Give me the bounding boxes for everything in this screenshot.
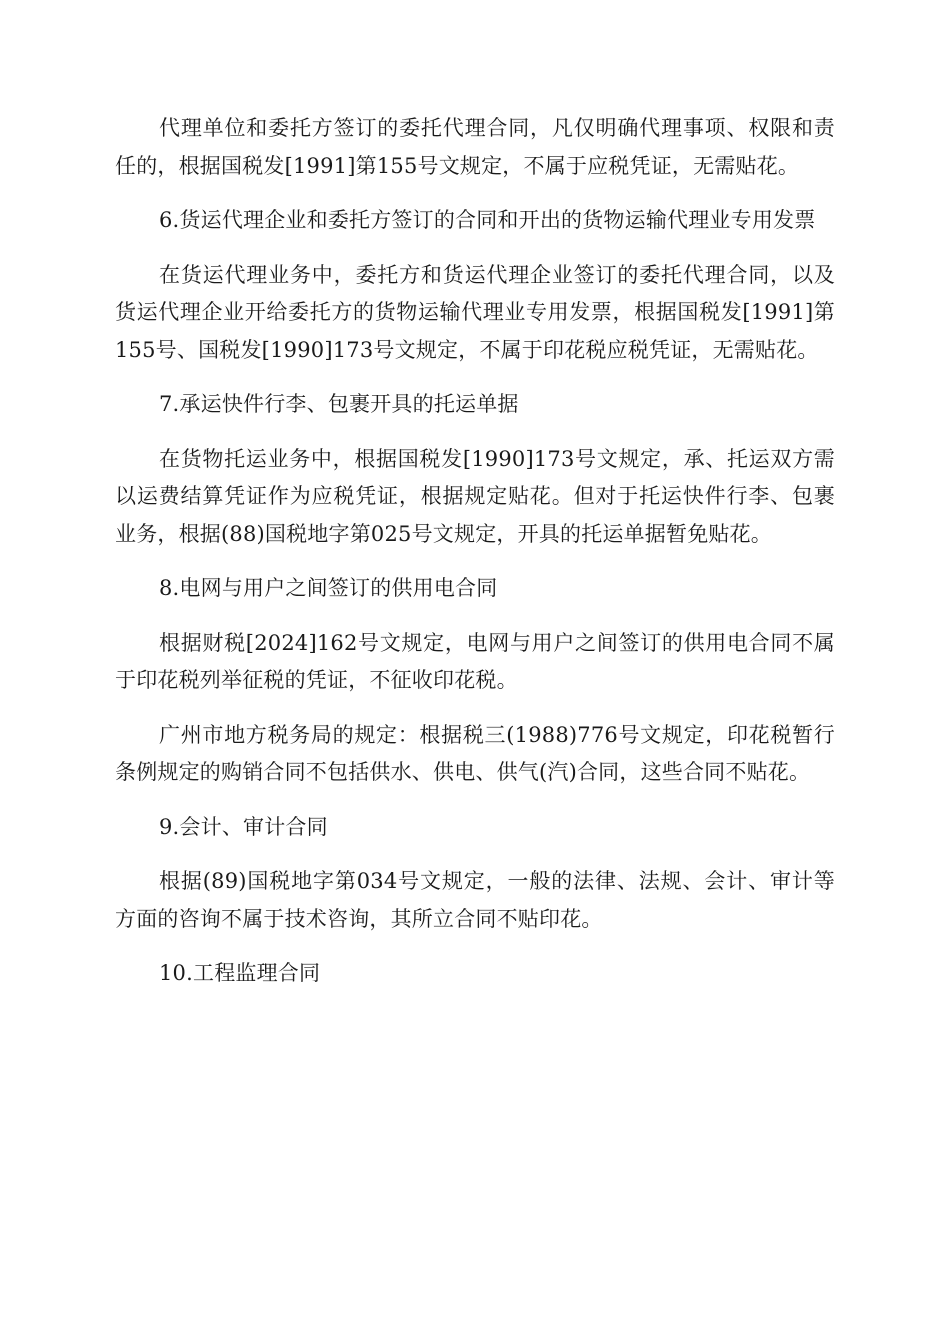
paragraph-freight-agency: 在货运代理业务中，委托方和货运代理企业签订的委托代理合同，以及货运代理企业开给委托方的货物运输代理业专用发票，根据国税发[1991]第155号、国税发[1990]173号文规定，不属于印花税应税凭证，无需贴花。 [115, 262, 835, 362]
heading-item-10: 10.工程监理合同 [159, 961, 321, 985]
paragraph-power-supply: 根据财税[2024]162号文规定，电网与用户之间签订的供用电合同不属于印花税列举征税的凭证，不征收印花税。 [115, 630, 835, 692]
document-page [115, 110, 835, 1010]
paragraph-guangzhou-rule: 广州市地方税务局的规定：根据税三(1988)776号文规定，印花税暂行条例规定的购销合同不包括供水、供电、供气(汽)合同，这些合同不贴花。 [115, 722, 835, 784]
heading-item-8: 8.电网与用户之间签订的供用电合同 [159, 576, 498, 600]
heading-item-6: 6.货运代理企业和委托方签订的合同和开出的货物运输代理业专用发票 [159, 208, 816, 232]
heading-item-9: 9.会计、审计合同 [159, 814, 328, 839]
paragraph-agency-contract: 代理单位和委托方签订的委托代理合同，凡仅明确代理事项、权限和责任的，根据国税发[1991]第155号文规定，不属于应税凭证，无需贴花。 [115, 116, 835, 178]
paragraph-consignment: 在货物托运业务中，根据国税发[1990]173号文规定，承、托运双方需以运费结算凭证作为应税凭证，根据规定贴花。但对于托运快件行李、包裹业务，根据(88)国税地字第025号文规定，开具的托运单据暂免贴花。 [115, 446, 835, 546]
heading-item-7: 7.承运快件行李、包裹开具的托运单据 [159, 392, 519, 416]
paragraph-accounting-audit: 根据(89)国税地字第034号文规定，一般的法律、法规、会计、审计等方面的咨询不属于技术咨询，其所立合同不贴印花。 [115, 869, 835, 931]
